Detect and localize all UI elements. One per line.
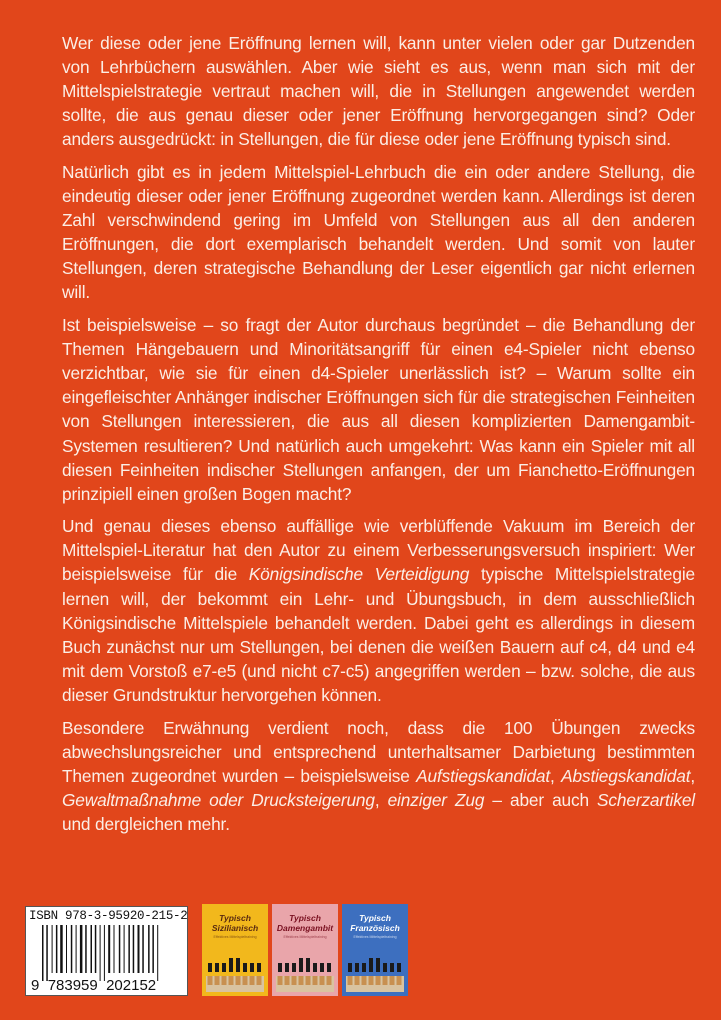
italic-text: einziger Zug [387,789,485,810]
paragraph [62,31,695,151]
italic-text: Gewaltmaßnahme oder Drucksteigerung [62,789,375,810]
text-segment: – aber auch [484,789,598,810]
barcode-bars [42,925,182,981]
related-book-cover [342,904,408,996]
paragraph [62,313,695,506]
text-segment: Wer diese oder jene Eröffnung lernen will, kann unter vielen oder gar Dutzenden von Lehrbüchern auswählen. Aber wie sieht es aus, wenn man sich mit der Mittelspielstrategie vertraut machen will, die in Stellungen angewendet werden sollte, die aus genau dieser oder jener Eröffnung hervorgegangen sind? Oder anders ausgedrückt: in Stellungen, die für diese oder jene Eröffnung typisch sind. [62,33,695,150]
italic-text: Abstiegskandidat [561,765,691,786]
cover-title: Typisch Damengambit [276,913,334,933]
text-segment: , [374,789,388,810]
text-segment: , [690,765,695,786]
paragraph [62,514,695,707]
text-segment: Und genau dieses ebenso auffällige wie verblüffende Vakuum im Bereich der Mittelspiel-Literatur hat den Autor zu einem Verbesserungsversuch inspiriert: Wer beispielsweise für die [62,516,695,585]
text-segment: Besondere Erwähnung verdient noch, dass die 100 Übungen zwecks abwechslungsreicher und entsprechend unterhaltsamer Darbietung bestimmten Themen zugeordnet wurden – beispielsweise [62,717,695,786]
related-book-cover [202,904,268,996]
paragraph [62,160,695,305]
italic-text: Königsindische Verteidigung [248,564,470,585]
text-segment: , [550,765,562,786]
cover-subtitle: Effektives Mittelspieltraining [353,935,397,939]
back-cover-text [62,31,695,845]
italic-text: Scherzartikel [597,789,695,810]
text-segment: Ist beispielsweise – so fragt der Autor durchaus begründet – die Behandlung der Themen Hängebauern und Minoritätsangriff für einen e4-Spieler nicht ebenso verzichtbar, wie sie für einen d4-Spieler unerlässlich ist? – Warum sollte ein eingefleischter Anhänger indischer Eröffnungen sich für die strategischen Feinheiten von Stellungen interessieren, die aus all diesen komplizierten Damengambit-Systemen resultieren? Und natürlich auch umgekehrt: Was kann ein Spieler mit all diesen Feinheiten indischer Stellungen anfangen, der um Fianchetto-Eröffnungen prinzipiell einen großen Bogen macht? [62,315,695,504]
related-book-cover [272,904,338,996]
cover-subtitle: Effektives Mittelspieltraining [213,935,257,939]
isbn-label: ISBN 978-3-95920-215-2 [29,909,188,923]
cover-title: Typisch Französisch [350,913,400,933]
isbn-barcode [25,906,188,996]
chess-board-image [276,954,334,992]
text-segment: und dergleichen mehr. [62,813,230,834]
paragraph [62,716,695,836]
italic-text: Aufstiegskandidat [416,765,551,786]
ean-left: 783959 [47,977,98,994]
chess-board-image [346,954,404,992]
ean-number [31,977,156,994]
text-segment: typische Mittelspielstrategie lernen will, der bekommt ein Lehr- und Übungsbuch, in dem ausschließlich Königsindische Mittelspiele behandelt werden. Dabei geht es allerdings in diesem Buch zunächst nur um Stellungen, bei denen die weißen Bauern auf c4, d4 und e4 mit dem Vorstoß e7-e5 (und nicht c7-c5) angegriffen werden – bzw. solche, die aus dieser Grundstruktur hervorgehen können. [62,564,695,705]
cover-subtitle: Effektives Mittelspieltraining [283,935,327,939]
chess-board-image [206,954,264,992]
text-segment: Natürlich gibt es in jedem Mittelspiel-Lehrbuch die ein oder andere Stellung, die eindeutig dieser oder jener Eröffnung zugeordnet werden kann. Allerdings ist deren Zahl verschwindend gering im Umfeld von Stellungen aus all den anderen Eröffnungen, die dort exemplarisch behandelt werden. Und somit von lauter Stellungen, deren strategische Behandlung der Leser eigentlich gar nicht erlernen will. [62,161,695,303]
ean-first: 9 [31,977,40,994]
ean-right: 202152 [106,977,157,994]
cover-title: Typisch Sizilianisch [211,913,259,933]
